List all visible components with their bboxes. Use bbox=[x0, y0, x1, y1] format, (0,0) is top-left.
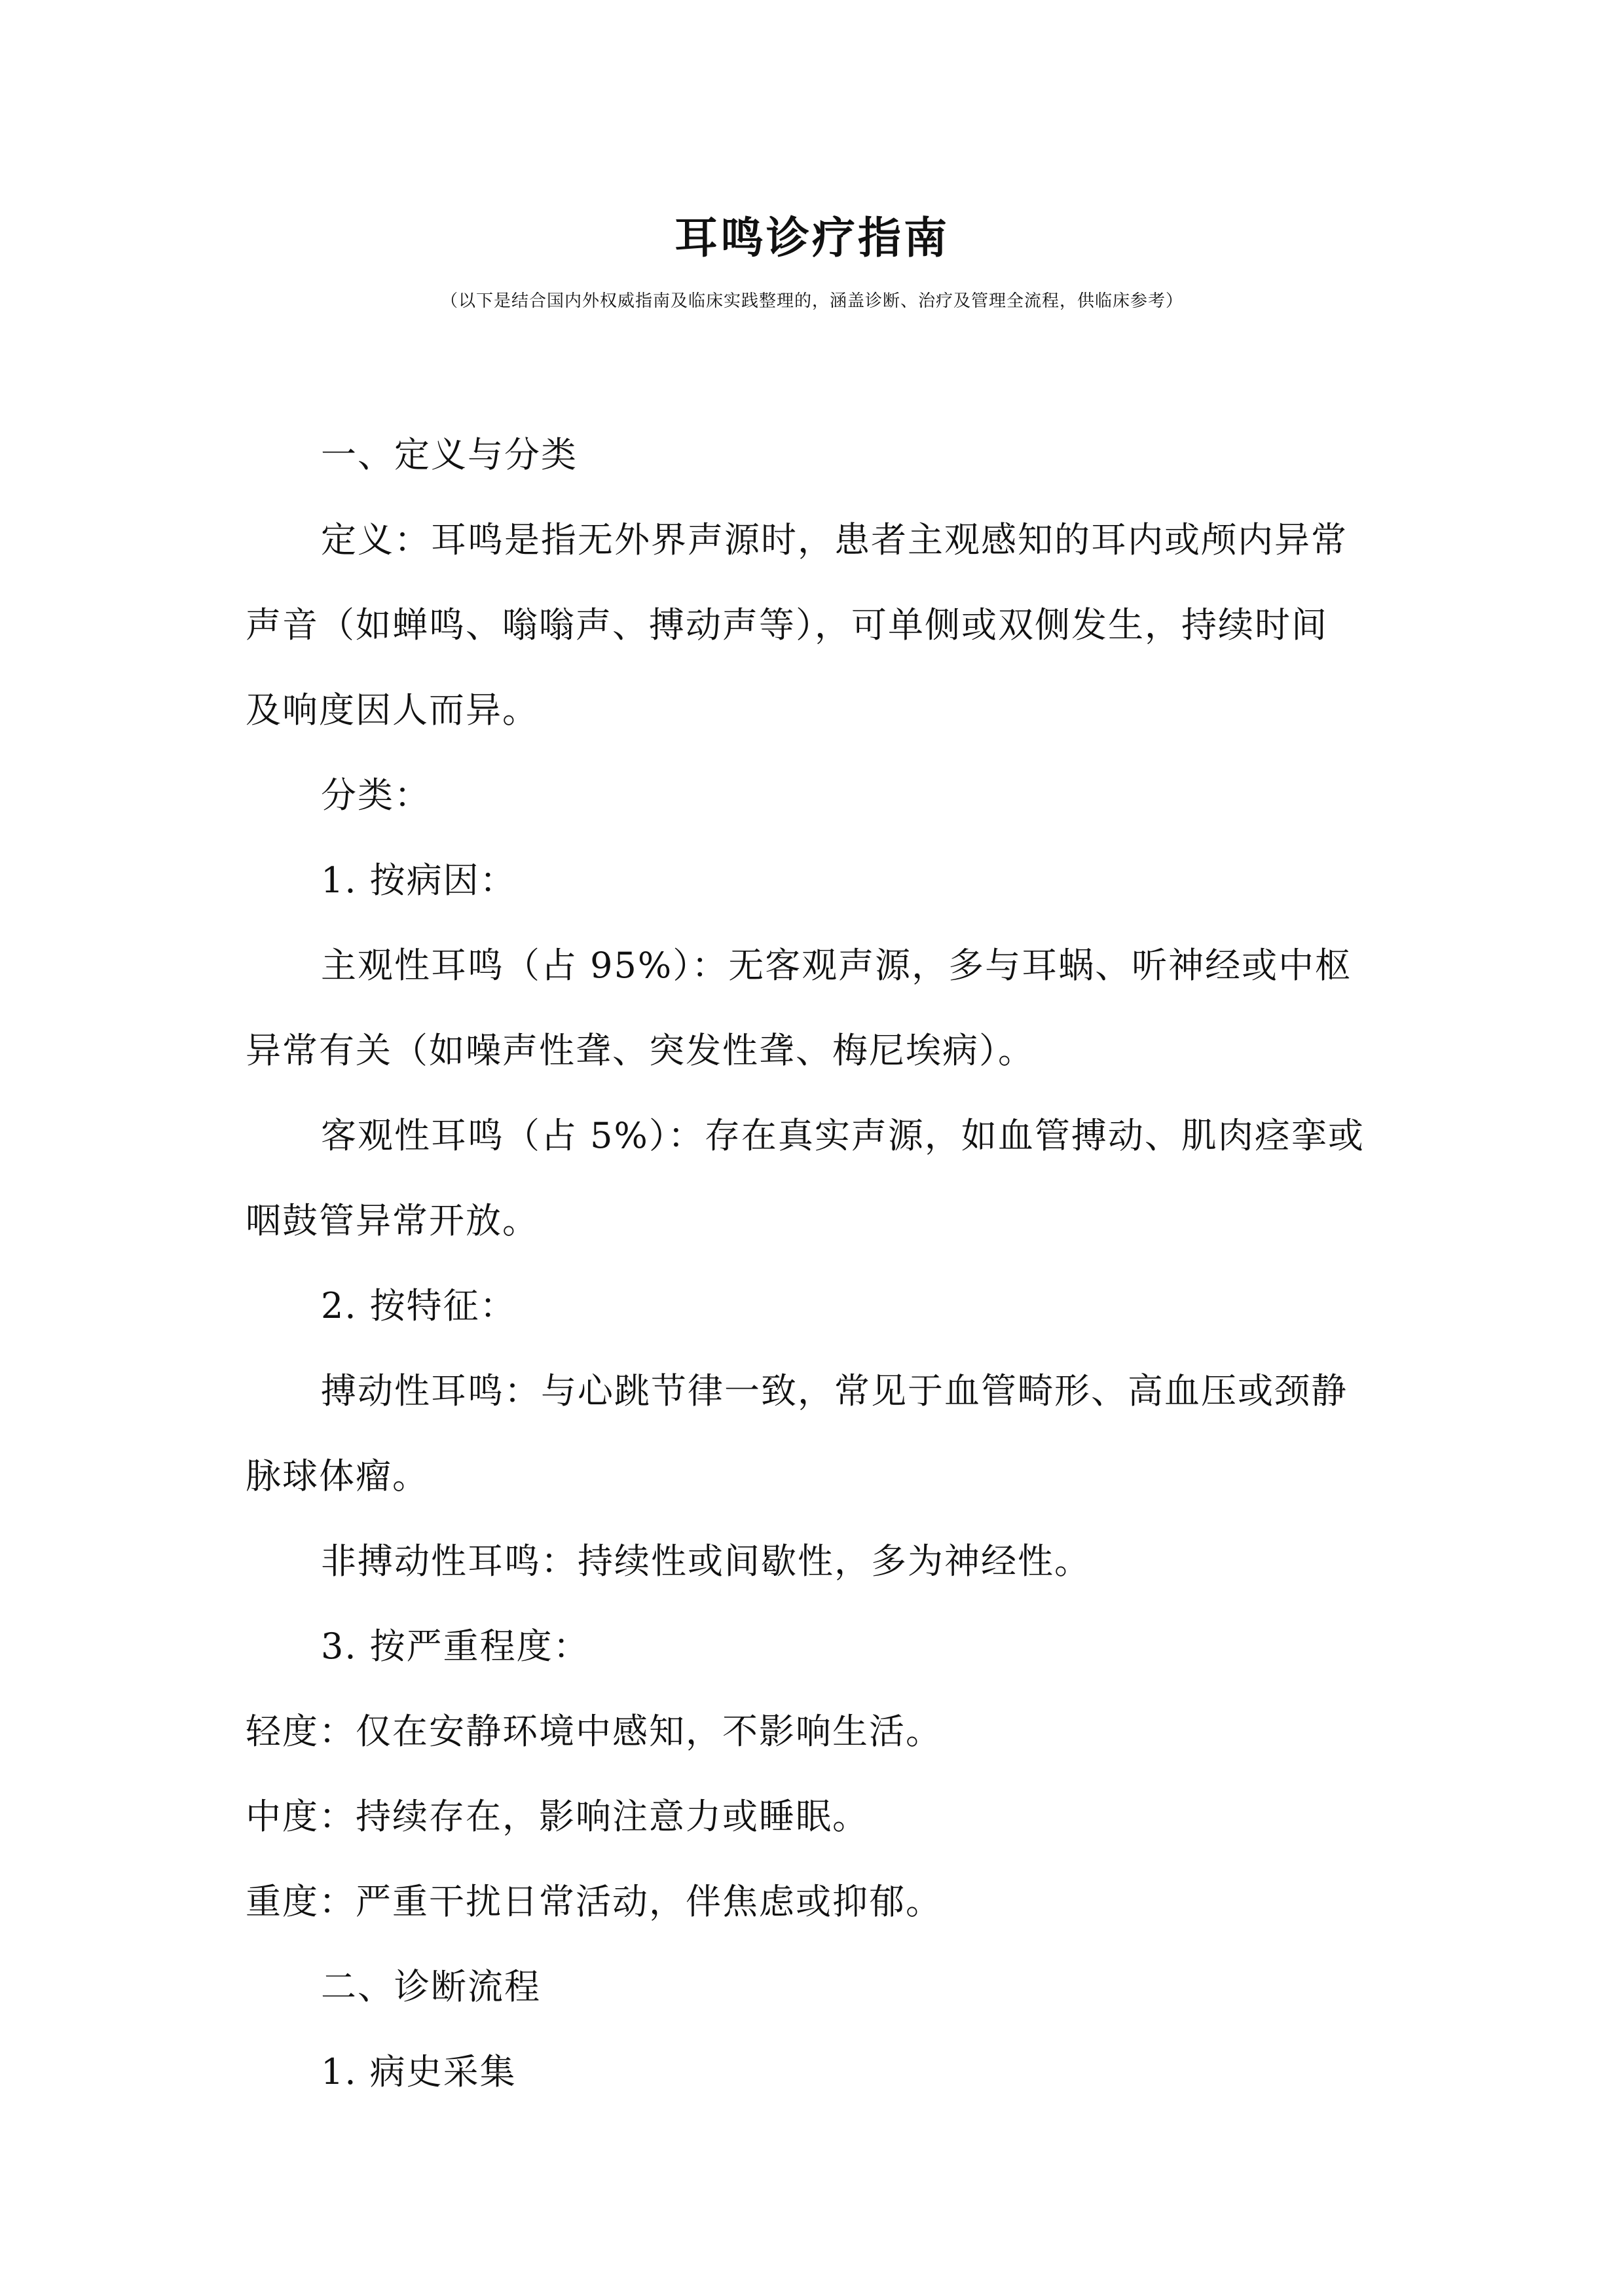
list-item-by-cause: 1. 按病因： bbox=[321, 860, 517, 901]
paragraph-pulsatile-tinnitus: 搏动性耳鸣：与心跳节律一致，常见于血管畸形、高血压或颈静 bbox=[321, 1370, 1348, 1412]
paragraph-objective-tinnitus: 客观性耳鸣（占 5%）：存在真实声源，如血管搏动、肌肉痉挛或 bbox=[321, 1115, 1365, 1156]
section-heading-diagnosis: 二、诊断流程 bbox=[321, 1966, 541, 2007]
paragraph-nonpulsatile-tinnitus: 非搏动性耳鸣：持续性或间歇性，多为神经性。 bbox=[321, 1540, 1091, 1582]
paragraph-severe: 重度：严重干扰日常活动，伴焦虑或抑郁。 bbox=[246, 1881, 942, 1922]
document-body bbox=[246, 412, 1398, 2115]
document-subtitle: （以下是结合国内外权威指南及临床实践整理的，涵盖诊断、治疗及管理全流程，供临床参考） bbox=[440, 291, 1183, 311]
paragraph-pulsatile-tinnitus-cont: 脉球体瘤。 bbox=[246, 1455, 429, 1497]
paragraph-objective-tinnitus-cont: 咽鼓管异常开放。 bbox=[246, 1200, 539, 1241]
classification-label: 分类： bbox=[321, 774, 431, 816]
section-heading-definition: 一、定义与分类 bbox=[321, 434, 578, 475]
list-item-history: 1. 病史采集 bbox=[321, 2051, 517, 2092]
paragraph-definition-cont: 声音（如蝉鸣、嗡嗡声、搏动声等），可单侧或双侧发生，持续时间 bbox=[246, 604, 1328, 646]
paragraph-subjective-tinnitus-cont: 异常有关（如噪声性聋、突发性聋、梅尼埃病）。 bbox=[246, 1030, 1035, 1071]
list-item-by-severity: 3. 按严重程度： bbox=[321, 1626, 590, 1667]
list-item-by-feature: 2. 按特征： bbox=[321, 1285, 517, 1326]
paragraph-definition: 定义：耳鸣是指无外界声源时，患者主观感知的耳内或颅内异常 bbox=[321, 519, 1348, 560]
paragraph-subjective-tinnitus: 主观性耳鸣（占 95%）：无客观声源，多与耳蜗、听神经或中枢 bbox=[321, 945, 1352, 986]
paragraph-moderate: 中度：持续存在，影响注意力或睡眠。 bbox=[246, 1796, 869, 1837]
paragraph-mild: 轻度：仅在安静环境中感知，不影响生活。 bbox=[246, 1711, 942, 1752]
document-title: 耳鸣诊疗指南 bbox=[674, 212, 950, 263]
paragraph-definition-cont: 及响度因人而异。 bbox=[246, 689, 539, 731]
